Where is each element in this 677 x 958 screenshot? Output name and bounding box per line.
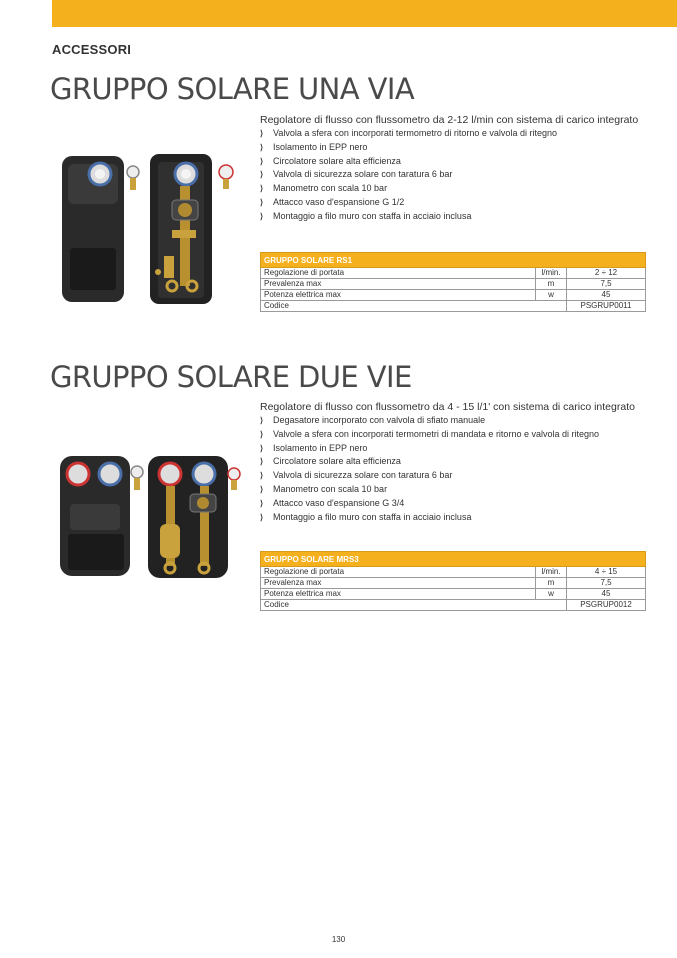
bullet-chevron-icon: ⟩ xyxy=(260,129,264,138)
list-item: ⟩ Circolatore solare alta efficienza xyxy=(260,155,557,169)
page-number: 130 xyxy=(331,935,346,944)
feature-list xyxy=(260,414,599,524)
feature-list xyxy=(260,127,557,224)
bullet-chevron-icon: ⟩ xyxy=(260,443,264,453)
spec-table-header: GRUPPO SOLARE MRS3 xyxy=(261,552,646,567)
spec-table-header: GRUPPO SOLARE RS1 xyxy=(261,253,646,268)
top-accent-bar xyxy=(52,0,677,27)
product-title: GRUPPO SOLARE UNA VIA xyxy=(50,72,415,106)
table-row: Potenza elettrica max w 45 xyxy=(261,290,646,301)
product-code: PSGRUP0011 xyxy=(567,301,646,312)
list-item: ⟩ Degasatore incorporato con valvola di sfiato manuale xyxy=(260,414,599,428)
list-item: ⟩ Montaggio a filo muro con staffa in acciaio inclusa xyxy=(260,511,599,525)
list-item: ⟩ Isolamento in EPP nero xyxy=(260,442,599,456)
section-category: ACCESSORI xyxy=(52,42,132,57)
product-code: PSGRUP0012 xyxy=(567,600,646,611)
table-row: Regolazione di portata l/min. 4 ÷ 15 xyxy=(261,567,646,578)
bullet-chevron-icon: ⟩ xyxy=(260,512,264,522)
spec-table xyxy=(260,551,646,611)
bullet-chevron-icon: ⟩ xyxy=(260,184,264,194)
bullet-chevron-icon: ⟩ xyxy=(260,484,264,494)
table-row: Prevalenza max m 7,5 xyxy=(261,578,646,589)
list-item: ⟩ Attacco vaso d'espansione G 3/4 xyxy=(260,497,599,511)
list-item: ⟩ Manometro con scala 10 bar xyxy=(260,182,557,196)
list-item: ⟩ Montaggio a filo muro con staffa in acciaio inclusa xyxy=(260,210,557,224)
table-row: Prevalenza max m 7,5 xyxy=(261,279,646,290)
bullet-chevron-icon: ⟩ xyxy=(260,471,264,481)
bullet-chevron-icon: ⟩ xyxy=(260,416,264,425)
bullet-chevron-icon: ⟩ xyxy=(260,197,264,207)
spec-table xyxy=(260,252,646,312)
list-item: ⟩ Circolatore solare alta efficienza xyxy=(260,455,599,469)
product-image-una-via xyxy=(60,152,245,305)
product-title: GRUPPO SOLARE DUE VIE xyxy=(50,360,412,394)
list-item: ⟩ Valvola a sfera con incorporati termometro di ritorno e valvola di ritegno xyxy=(260,127,557,141)
bullet-chevron-icon: ⟩ xyxy=(260,211,264,221)
product-image-due-vie xyxy=(58,454,244,579)
list-item: ⟩ Valvole a sfera con incorporati termometri di mandata e ritorno e valvola di ritegno xyxy=(260,428,599,442)
product-description: Regolatore di flusso con flussometro da 4 - 15 l/1' con sistema di carico integrato xyxy=(260,401,635,413)
list-item: ⟩ Isolamento in EPP nero xyxy=(260,141,557,155)
bullet-chevron-icon: ⟩ xyxy=(260,170,264,180)
list-item: ⟩ Attacco vaso d'espansione G 1/2 xyxy=(260,196,557,210)
table-row: Potenza elettrica max w 45 xyxy=(261,589,646,600)
table-row: Regolazione di portata l/min. 2 ÷ 12 xyxy=(261,268,646,279)
bullet-chevron-icon: ⟩ xyxy=(260,457,264,467)
list-item: ⟩ Valvola di sicurezza solare con taratura 6 bar xyxy=(260,168,557,182)
bullet-chevron-icon: ⟩ xyxy=(260,156,264,166)
bullet-chevron-icon: ⟩ xyxy=(260,498,264,508)
bullet-chevron-icon: ⟩ xyxy=(260,142,264,152)
table-row: Codice PSGRUP0012 xyxy=(261,600,646,611)
table-row: Codice PSGRUP0011 xyxy=(261,301,646,312)
list-item: ⟩ Manometro con scala 10 bar xyxy=(260,483,599,497)
list-item: ⟩ Valvola di sicurezza solare con taratura 6 bar xyxy=(260,469,599,483)
product-description: Regolatore di flusso con flussometro da 2-12 l/min con sistema di carico integrato xyxy=(260,114,639,126)
bullet-chevron-icon: ⟩ xyxy=(260,429,264,439)
